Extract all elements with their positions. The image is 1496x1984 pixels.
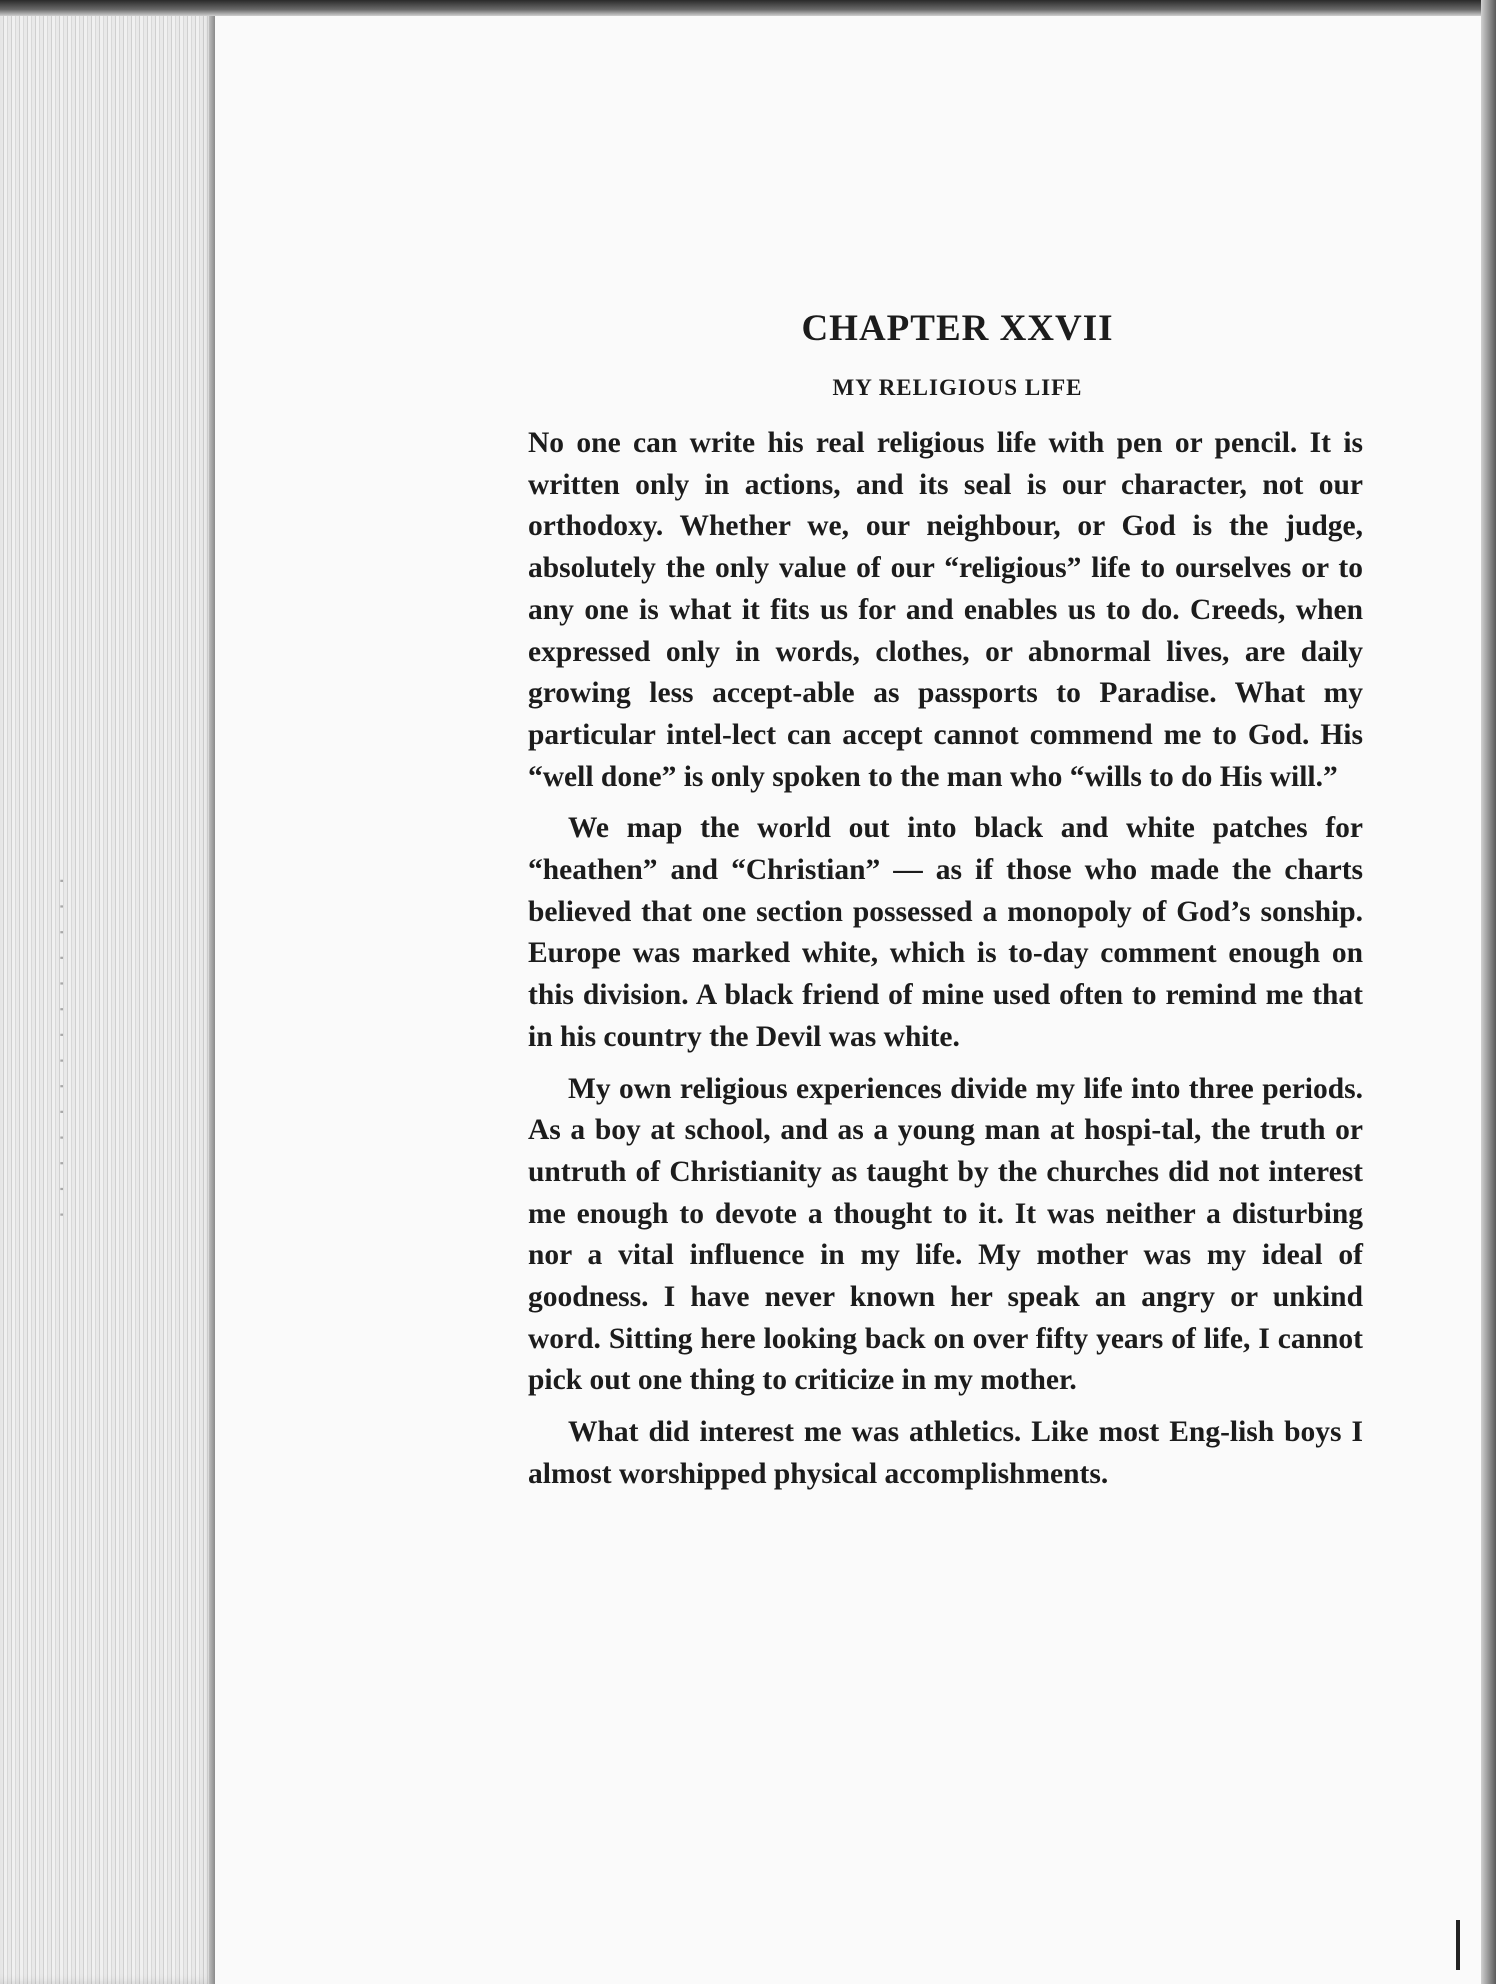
library-stamp: · · · · · · · · · · · · · · [52, 873, 73, 1220]
paragraph-3: My own religious experiences divide my life into three periods. As a boy at school, and as a young man at hospi-tal, the truth or untruth of Christianity as taught by the churches did not interest me enough to devote a thought to it. It was neither a disturbing nor a vital influence in my life. My mother was my ideal of goodness. I have never known her speak an angry or unkind word. Sitting here looking back on over fifty years of life, I cannot pick out one thing to criticize in my mother. [528, 1072, 1363, 1397]
scan-artifact-mark [1456, 1920, 1460, 1970]
chapter-subtitle: MY RELIGIOUS LIFE [832, 375, 1083, 400]
scanner-top-edge [0, 0, 1496, 16]
paragraph-1: No one can write his real religious life with pen or pencil. It is written only in actions, and its seal is our character, not our orthodoxy. Whether we, our neighbour, or God is the judge, absolutely the only value of our “religious” life to ourselves or to any one is what it fits us for and enables us to do. Creeds, when expressed only in words, clothes, or abnormal lives, are daily growing less accept-able as passports to Paradise. What my particular intel-lect can accept cannot commend me to God. His “well done” is only spoken to the man who “wills to do His will.” [528, 427, 1363, 793]
chapter-body [528, 305, 1363, 1496]
chapter-title: CHAPTER XXVII [801, 308, 1114, 349]
book-fore-edge [0, 0, 215, 1984]
paragraph-4: What did interest me was athletics. Like most Eng-lish boys I almost worshipped physical accomplishments. [528, 1416, 1363, 1490]
paragraph-2: We map the world out into black and white patches for “heathen” and “Christian” — as if those who made the charts believed that one section possessed a monopoly of God’s sonship. Europe was marked white, which is to-day comment enough on this division. A black friend of mine used often to remind me that in his country the Devil was white. [528, 812, 1363, 1053]
scanner-right-edge [1481, 0, 1496, 1984]
